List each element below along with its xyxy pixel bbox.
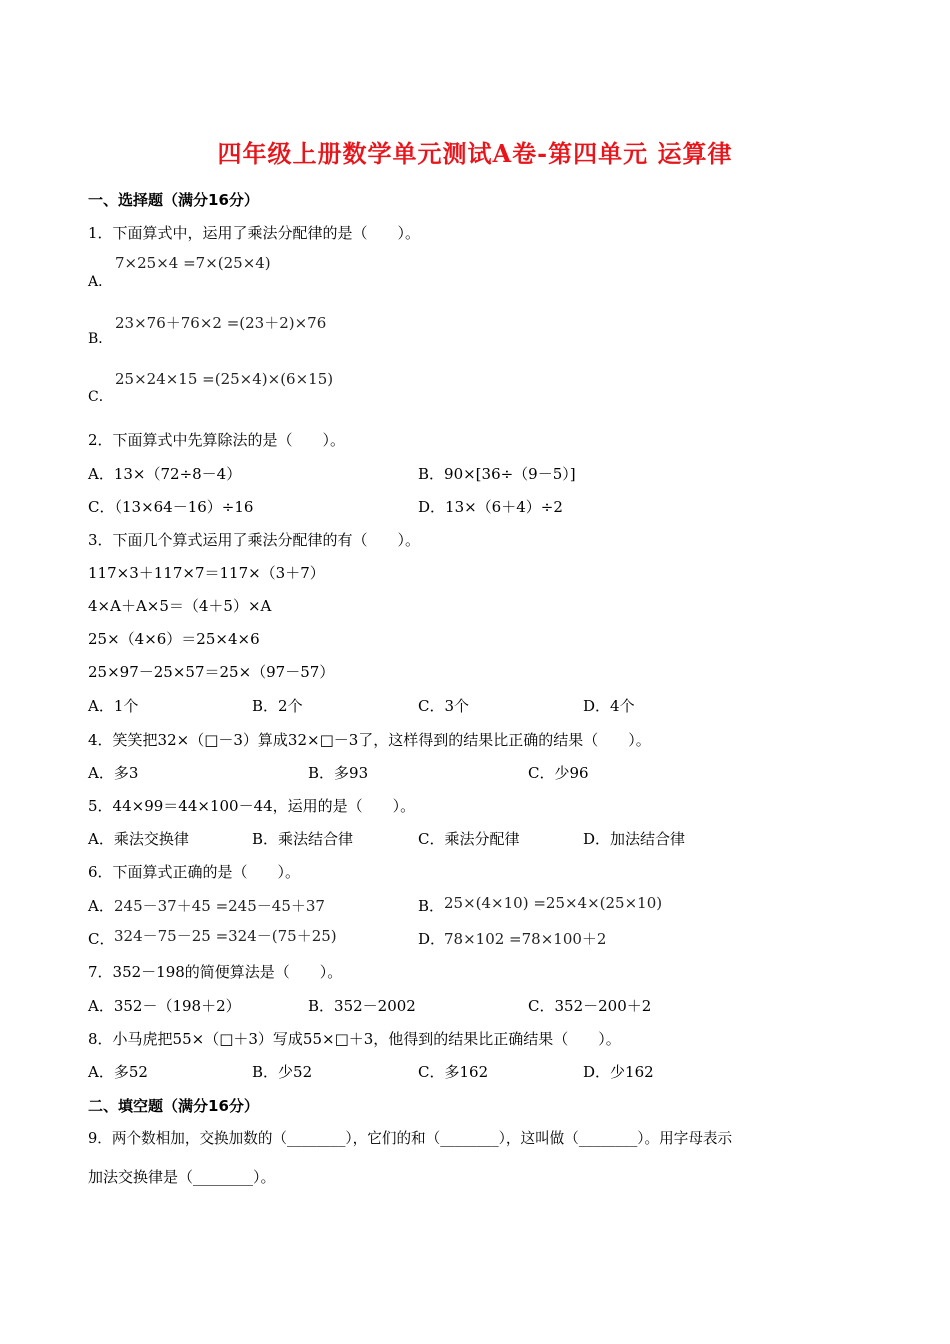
question-2-option-d: D．13×（6＋4）÷2 [418, 498, 563, 516]
question-2-option-b: B．90×[36÷（9－5）] [418, 465, 576, 483]
question-9-line-2: 加法交换律是（________）。 [88, 1168, 276, 1186]
question-3-option-b: B．2个 [252, 697, 303, 715]
question-3-option-c: C．3个 [418, 697, 470, 715]
question-6-option-a-formula: 245－37＋45 =245－45＋37 [114, 897, 325, 915]
section-fill-heading: 二、填空题（满分16分） [88, 1097, 259, 1115]
question-5-option-c: C．乘法分配律 [418, 830, 520, 848]
question-1-option-a-label: A． [88, 274, 113, 290]
question-6-option-d-formula: 78×102 =78×100＋2 [444, 930, 607, 948]
section-choice-heading: 一、选择题（满分16分） [88, 191, 259, 209]
question-4-option-c: C．少96 [528, 764, 589, 782]
question-1-option-a-formula: 7×25×4 =7×(25×4) [115, 254, 271, 272]
question-1-option-b-formula: 23×76＋76×2 =(23＋2)×76 [115, 314, 327, 332]
question-9-line-1: 9．两个数相加，交换加数的（________），它们的和（________），这叫做（________）。用字母表示 [88, 1130, 733, 1147]
question-4-option-a: A．多3 [88, 764, 139, 782]
question-1-option-c-label: C． [88, 389, 113, 405]
question-6-option-c-label: C． [88, 930, 115, 948]
question-3-stem: 3．下面几个算式运用了乘法分配律的有（ ）。 [88, 531, 421, 549]
question-1-option-c-formula: 25×24×15 =(25×4)×(6×15) [115, 370, 334, 388]
question-1-stem: 1．下面算式中，运用了乘法分配律的是（ ）。 [88, 224, 421, 242]
question-8-option-c: C．多162 [418, 1063, 489, 1081]
question-5-option-a: A．乘法交换律 [88, 830, 189, 848]
question-2-option-a: A．13×（72÷8－4） [88, 465, 242, 483]
question-6-stem: 6．下面算式正确的是（ ）。 [88, 863, 301, 881]
question-3-equation-1: 117×3＋117×7＝117×（3＋7） [88, 564, 325, 582]
question-1-option-b-label: B． [88, 331, 113, 347]
question-2-option-c: C．（13×64－16）÷16 [88, 498, 254, 516]
question-3-equation-4: 25×97－25×57＝25×（97－57） [88, 663, 335, 681]
question-2-stem: 2．下面算式中先算除法的是（ ）。 [88, 431, 346, 449]
question-3-option-a: A．1个 [88, 697, 139, 715]
question-6-option-a-label: A． [88, 897, 114, 915]
question-6-option-b-formula: 25×(4×10) =25×4×(25×10) [444, 894, 663, 912]
question-8-option-a: A．多52 [88, 1063, 148, 1081]
question-7-option-c: C．352－200＋2 [528, 997, 652, 1015]
question-5-stem: 5．44×99＝44×100－44，运用的是（ ）。 [88, 797, 416, 815]
page-title: 四年级上册数学单元测试A卷-第四单元 运算律 [217, 139, 733, 168]
question-6-option-b-label: B． [418, 897, 445, 915]
question-5-option-d: D．加法结合律 [583, 830, 686, 848]
question-7-option-a: A．352－（198＋2） [88, 997, 241, 1015]
question-6-option-c-formula: 324－75－25 =324－(75＋25) [114, 927, 337, 945]
question-3-option-d: D．4个 [583, 697, 635, 715]
question-7-stem: 7．352－198的简便算法是（ ）。 [88, 963, 343, 981]
question-3-equation-2: 4×A＋A×5＝（4＋5）×A [88, 597, 272, 615]
question-7-option-b: B．352－2002 [308, 997, 416, 1015]
question-4-option-b: B．多93 [308, 764, 369, 782]
question-8-option-b: B．少52 [252, 1063, 313, 1081]
question-5-option-b: B．乘法结合律 [252, 830, 354, 848]
question-8-option-d: D．少162 [583, 1063, 654, 1081]
question-3-equation-3: 25×（4×6）＝25×4×6 [88, 630, 260, 648]
question-6-option-d-label: D． [418, 930, 446, 948]
question-8-stem: 8．小马虎把55×（□＋3）写成55×□＋3，他得到的结果比正确结果（ ）。 [88, 1030, 621, 1048]
question-4-stem: 4．笑笑把32×（□－3）算成32×□－3了，这样得到的结果比正确的结果（ ）。 [88, 731, 651, 749]
